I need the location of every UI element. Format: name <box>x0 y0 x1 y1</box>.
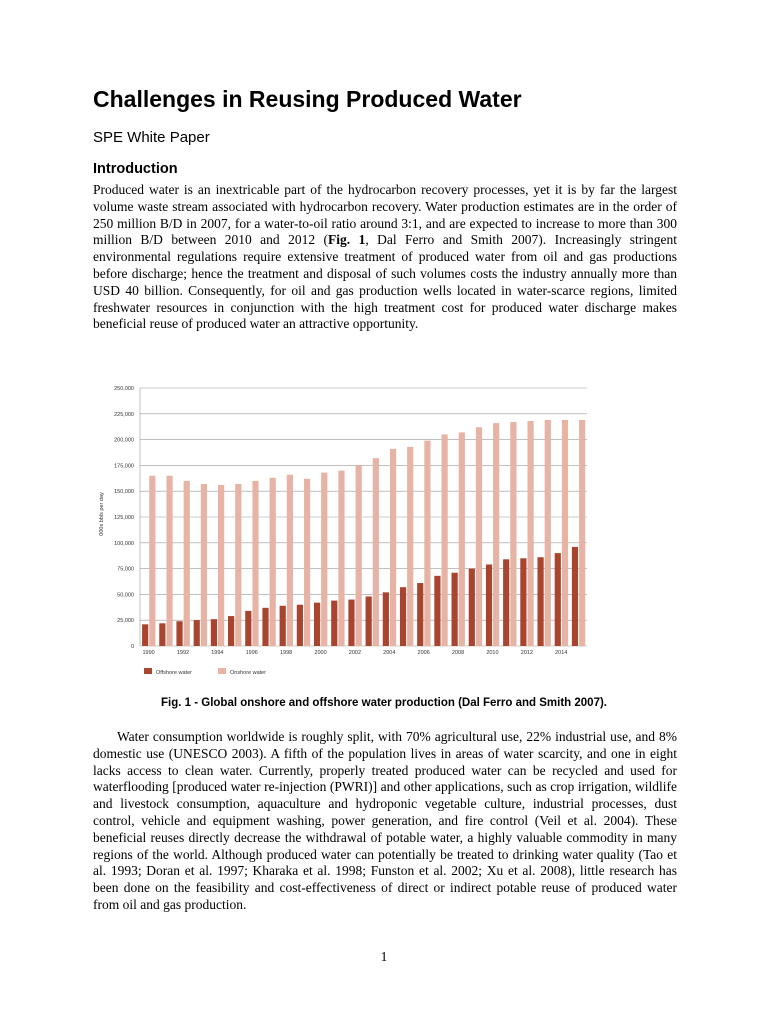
chart-x-tick-label: 2002 <box>348 650 362 656</box>
bar-offshore-1996 <box>245 611 251 646</box>
chart-x-tick-label: 2004 <box>383 650 396 656</box>
chart-x-tick-label: 2006 <box>417 650 430 656</box>
bar-onshore-1991 <box>166 476 172 646</box>
bar-onshore-2015 <box>579 420 585 646</box>
bar-onshore-1999 <box>304 479 310 646</box>
legend-label-onshore: Onshore water <box>230 670 267 676</box>
bar-onshore-2011 <box>510 422 516 646</box>
chart-gridlines <box>140 388 587 646</box>
bar-onshore-2005 <box>407 447 413 646</box>
bar-onshore-2006 <box>424 441 430 646</box>
chart-x-tick-label: 1990 <box>142 650 155 656</box>
chart-y-tick-label: 50,000 <box>117 592 134 599</box>
bar-offshore-2002 <box>348 600 354 646</box>
bar-onshore-1996 <box>252 481 258 646</box>
chart-x-tick-label: 1996 <box>245 650 258 656</box>
bar-onshore-2008 <box>459 432 465 646</box>
bar-offshore-2014 <box>555 553 561 646</box>
chart-x-tick-label: 2012 <box>520 650 533 656</box>
bar-offshore-1993 <box>194 620 200 646</box>
bar-offshore-1991 <box>159 623 165 646</box>
bar-offshore-2013 <box>537 557 543 646</box>
chart-y-tick-label: 175,000 <box>114 463 134 470</box>
chart-x-tick-label: 1992 <box>176 650 190 656</box>
chart-x-tick-label: 2010 <box>486 650 499 656</box>
bar-offshore-2000 <box>314 603 320 646</box>
bar-offshore-1992 <box>176 621 182 646</box>
chart-x-tick-label: 2014 <box>555 650 568 656</box>
intro-text-after-ref: , Dal Ferro and Smith 2007). Increasingly stringent environmental regulations require extensive treatment of produced water from oil and gas productions before discharge; hence the treatment and disposal of such volumes costs the industry annually more than USD 40 billion. Consequently, for oil and gas production wells located in water-scarce regions, limited freshwater resources in conjunction with the high treatment cost for produced water discharge makes beneficial reuse of produced water an attractive opportunity. <box>93 232 677 332</box>
bar-offshore-2006 <box>417 583 423 646</box>
chart-x-tick-label: 1994 <box>211 650 224 656</box>
bar-offshore-2011 <box>503 559 509 646</box>
bar-offshore-1999 <box>297 605 303 646</box>
section-heading-introduction: Introduction <box>93 161 178 177</box>
chart-y-tick-label: 200,000 <box>114 437 134 444</box>
bar-onshore-2009 <box>476 427 482 646</box>
chart-y-tick-label: 100,000 <box>114 540 134 547</box>
chart-x-tick-label: 2000 <box>314 650 327 656</box>
bar-onshore-2003 <box>373 458 379 646</box>
figure-caption: Fig. 1 - Global onshore and offshore water production (Dal Ferro and Smith 2007). <box>161 697 607 709</box>
chart-y-ticks <box>114 386 134 650</box>
bar-offshore-2005 <box>400 587 406 646</box>
chart-y-tick-label: 0 <box>130 644 134 650</box>
bar-offshore-1998 <box>280 606 286 646</box>
bar-onshore-1997 <box>270 478 276 646</box>
legend-swatch-offshore <box>144 668 152 674</box>
bar-onshore-2004 <box>390 449 396 646</box>
water-production-chart <box>90 378 600 688</box>
chart-y-tick-label: 225,000 <box>114 411 134 418</box>
body-paragraph: Water consumption worldwide is roughly split, with 70% agricultural use, 22% industrial use, and 8% domestic use (UNESCO 2003). A fifth of the population lives in areas of water scarcity, and one in eight lacks access to clean water. Currently, properly treated produced water can be recycled and used for waterflooding [produced water re-injection (PWRI)] and other applications, such as crop irrigation, wildlife and livestock consumption, aquaculture and hydroponic vegetable culture, industrial processes, dust control, vehicle and equipment washing, power generation, and fire control (Veil et al. 2004). These beneficial reuses directly decrease the withdrawal of potable water, a highly valuable commodity in many regions of the world. Although produced water can potentially be treated to drinking water quality (Tao et al. 1993; Doran et al. 1997; Kharaka et al. 1998; Funston et al. 2002; Xu et al. 2008), little research has been done on the feasibility and cost-effectiveness of direct or indirect potable reuse of produced water from oil and gas production. <box>93 729 677 912</box>
bar-offshore-2004 <box>383 592 389 646</box>
bar-offshore-2012 <box>520 558 526 646</box>
paper-subtitle: SPE White Paper <box>93 129 210 146</box>
bar-offshore-1995 <box>228 616 234 646</box>
bar-onshore-2002 <box>356 465 362 646</box>
chart-y-tick-label: 125,000 <box>114 515 134 521</box>
paper-title: Challenges in Reusing Produced Water <box>93 86 522 112</box>
bar-offshore-2015 <box>572 547 578 646</box>
chart-y-tick-label: 25,000 <box>117 618 134 625</box>
chart-y-tick-label: 150,000 <box>114 489 134 496</box>
chart-bars <box>142 420 585 646</box>
figure-reference: Fig. 1 <box>328 232 366 248</box>
bar-onshore-2007 <box>442 434 448 646</box>
bar-onshore-2000 <box>321 473 327 646</box>
bar-offshore-2009 <box>469 569 475 646</box>
bar-offshore-2008 <box>452 573 458 646</box>
bar-onshore-2001 <box>338 471 344 646</box>
bar-onshore-1993 <box>201 484 207 646</box>
chart-x-tick-label: 1998 <box>280 650 293 656</box>
chart-y-axis-label: 000s bbls per day <box>99 492 105 536</box>
intro-text-before-ref: Produced water is an inextricable part of the hydrocarbon recovery processes, yet it is by far the largest volume waste stream associated with hydrocarbon recovery. Water production estimates are in the order of 250 million B/D in 2007, for a water-to-oil ratio around 3:1, and are expected to increase to more than 300 million B/D between 2010 and 2012 ( <box>93 182 677 248</box>
bar-offshore-1997 <box>262 608 268 646</box>
bar-offshore-2003 <box>366 596 372 646</box>
chart-legend <box>144 668 266 676</box>
bar-offshore-1990 <box>142 624 148 646</box>
bar-onshore-1994 <box>218 485 224 646</box>
bar-onshore-1992 <box>184 481 190 646</box>
bar-offshore-2007 <box>434 576 440 646</box>
bar-onshore-2010 <box>493 423 499 646</box>
bar-onshore-1990 <box>149 476 155 646</box>
chart-y-tick-label: 75,000 <box>117 566 134 573</box>
bar-offshore-1994 <box>211 619 217 646</box>
bar-offshore-2001 <box>331 601 337 646</box>
bar-onshore-2013 <box>545 420 551 646</box>
legend-swatch-onshore <box>218 668 226 674</box>
chart-y-tick-label: 250,000 <box>114 386 134 392</box>
bar-onshore-2014 <box>562 420 568 646</box>
chart-x-tick-label: 2008 <box>451 650 465 656</box>
bar-onshore-1995 <box>235 484 241 646</box>
legend-label-offshore: Offshore water <box>156 670 192 676</box>
bar-onshore-1998 <box>287 475 293 646</box>
bar-onshore-2012 <box>527 421 533 646</box>
intro-paragraph <box>93 182 677 333</box>
chart-x-ticks <box>142 650 567 656</box>
page-number: 1 <box>380 949 388 964</box>
bar-offshore-2010 <box>486 564 492 646</box>
